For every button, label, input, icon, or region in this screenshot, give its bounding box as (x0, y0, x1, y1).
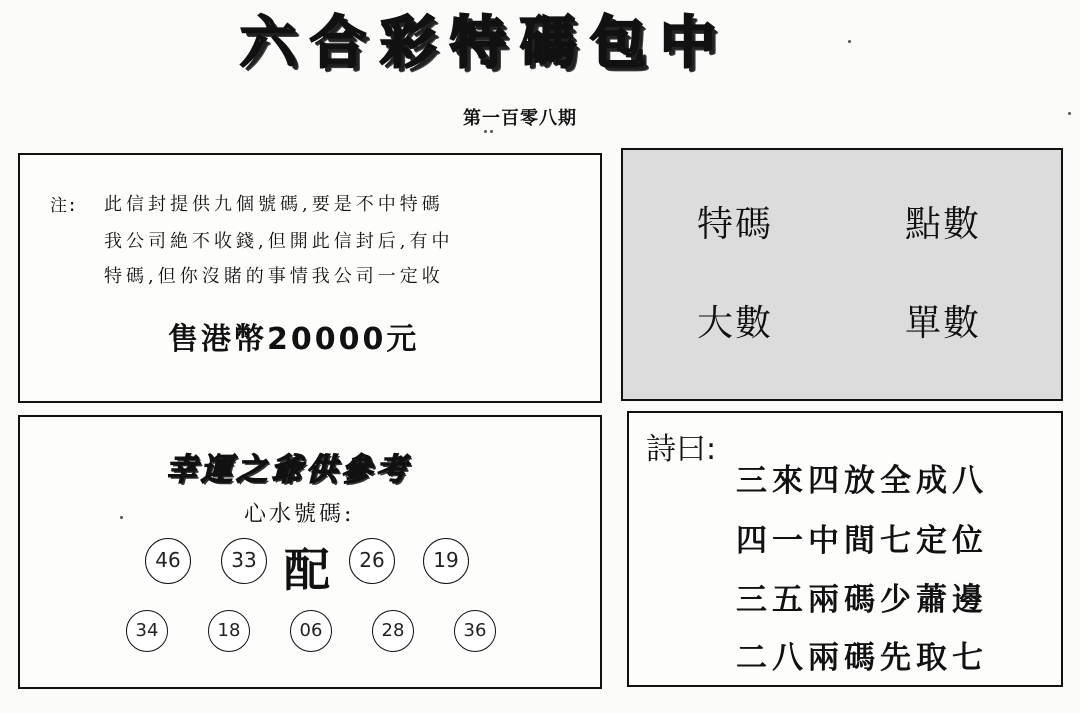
poem-label: 詩曰: (646, 432, 717, 467)
poem-line: 四一中間七定位 (736, 523, 988, 559)
number-ball: 33 (221, 538, 267, 584)
pairing-character: 配 (284, 543, 330, 597)
category-panel (621, 148, 1063, 401)
lucky-title: 幸運之爺供參考 (166, 452, 411, 488)
category-points: 點數 (905, 204, 982, 245)
number-ball: 26 (349, 538, 395, 584)
scan-speck (848, 40, 851, 43)
notice-prefix: 注: (50, 196, 78, 216)
number-ball: 46 (145, 538, 191, 584)
number-ball: 19 (423, 538, 469, 584)
notice-line: 我公司絶不收錢,但開此信封后,有中 (104, 231, 454, 252)
number-ball: 18 (208, 610, 250, 652)
notice-line: 特碼,但你沒賭的事情我公司一定收 (104, 266, 444, 287)
page-title: 六合彩特碼包中 (240, 10, 730, 76)
number-ball: 34 (126, 610, 168, 652)
price-text: 售港幣20000元 (168, 322, 420, 357)
poem-line: 三五兩碼少蕭邊 (736, 582, 988, 618)
poem-line: 二八兩碼先取七 (736, 640, 988, 676)
number-ball: 06 (290, 610, 332, 652)
lucky-subtitle: 心水號碼: (244, 502, 355, 527)
number-ball: 36 (454, 610, 496, 652)
scan-speck (490, 130, 493, 133)
category-special-number: 特碼 (697, 204, 774, 245)
scan-speck (1068, 112, 1071, 115)
number-ball: 28 (372, 610, 414, 652)
category-odd-number: 單數 (905, 303, 982, 344)
issue-number: 第一百零八期 (463, 108, 577, 129)
notice-line: 此信封提供九個號碼,要是不中特碼 (104, 194, 444, 215)
poem-line: 三來四放全成八 (736, 463, 988, 499)
scan-speck (120, 516, 123, 519)
category-big-number: 大數 (697, 303, 774, 344)
scan-speck (484, 130, 487, 133)
